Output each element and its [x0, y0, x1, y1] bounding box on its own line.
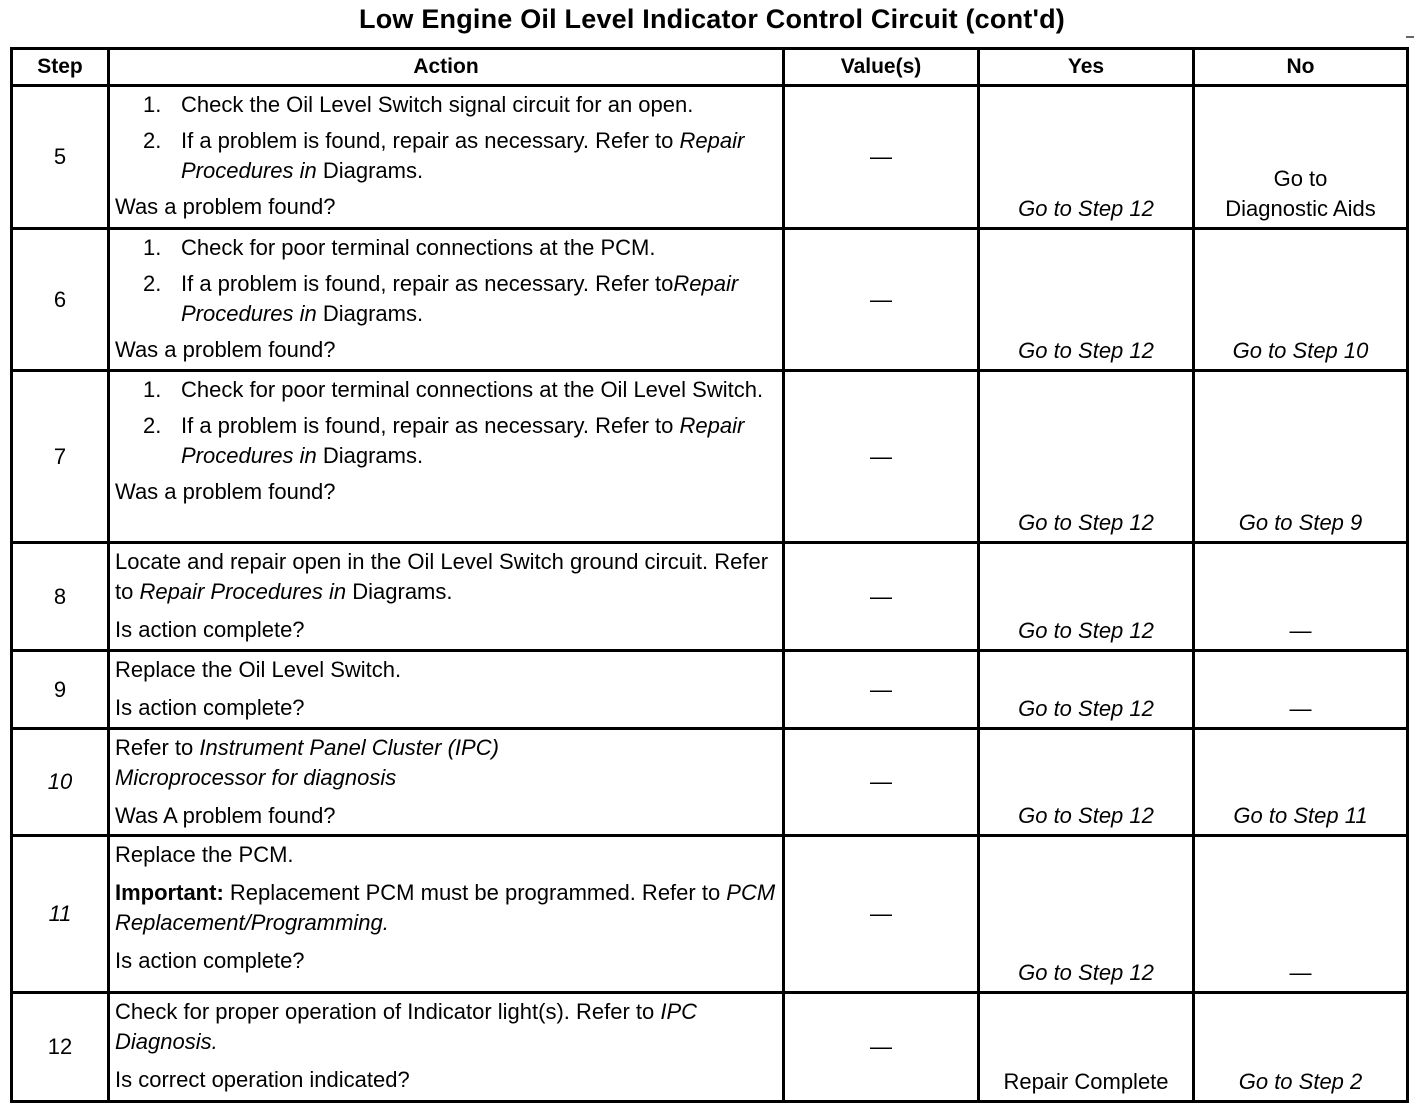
page-title: Low Engine Oil Level Indicator Control Circuit (cont'd) [359, 4, 1065, 34]
table-row [12, 729, 1408, 836]
value-cell: — [784, 729, 979, 836]
no-cell: — [1194, 543, 1408, 651]
list-item: 2. If a problem is found, repair as necessary. Refer to Repair Procedures in Diagrams. [143, 413, 745, 468]
action-question: Was a problem found? [115, 194, 336, 219]
action-question: Is action complete? [115, 695, 305, 720]
list-item: 1. Check for poor terminal connections at the Oil Level Switch. [143, 377, 764, 402]
yes-cell: Go to Step 12 [979, 86, 1194, 229]
list-item: 1. Check the Oil Level Switch signal circuit for an open. [143, 92, 694, 117]
no-cell: Go to Step 10 [1194, 229, 1408, 371]
table-row [12, 993, 1408, 1102]
step-cell [12, 651, 109, 729]
step-cell [12, 371, 109, 543]
value-cell: — [784, 836, 979, 993]
table-row [12, 86, 1408, 229]
step-number: 7 [53, 443, 67, 469]
action-question: Was a problem found? [115, 479, 336, 504]
no-cell: Go to Step 9 [1194, 371, 1408, 543]
scan-mark [1406, 36, 1414, 38]
step-number: 10 [47, 769, 73, 794]
action-question: Is action complete? [115, 617, 305, 642]
action-question: Is action complete? [115, 948, 305, 973]
list-item: 2. If a problem is found, repair as necessary. Refer toRepair Procedures in Diagrams. [143, 271, 739, 326]
action-text: Replace the PCM. [115, 842, 294, 867]
yes-cell: Go to Step 12 [979, 729, 1194, 836]
yes-cell: Go to Step 12 [979, 371, 1194, 543]
action-cell [109, 543, 784, 651]
step-number: 5 [53, 144, 67, 169]
step-cell [12, 729, 109, 836]
header-step: Step [12, 49, 109, 86]
step-cell [12, 229, 109, 371]
action-cell [109, 371, 784, 543]
header-values: Value(s) [784, 49, 979, 86]
no-cell: Go to Step 11 [1194, 729, 1408, 836]
yes-cell: Go to Step 12 [979, 543, 1194, 651]
action-cell [109, 229, 784, 371]
action-question: Was a problem found? [115, 337, 336, 362]
action-text: Replace the Oil Level Switch. [115, 657, 402, 682]
table-row [12, 229, 1408, 371]
table-row [12, 836, 1408, 993]
header-action: Action [109, 49, 784, 86]
step-number: 12 [47, 1034, 73, 1059]
header-no: No [1194, 49, 1408, 86]
value-cell: — [784, 229, 979, 371]
diagnostic-table [10, 47, 1409, 1103]
step-cell [12, 993, 109, 1102]
header-yes: Yes [979, 49, 1194, 86]
list-item: 1. Check for poor terminal connections at the PCM. [143, 235, 656, 260]
action-text: Check for proper operation of Indicator light(s). Refer to IPC Diagnosis. [115, 999, 698, 1054]
value-cell: — [784, 651, 979, 729]
yes-cell: Go to Step 12 [979, 836, 1194, 993]
important-note: Important: Replacement PCM must be programmed. Refer to PCM Replacement/Programming. [115, 880, 776, 935]
action-question: Was A problem found? [115, 803, 336, 828]
action-text: Locate and repair open in the Oil Level Switch ground circuit. Refer to Repair Procedures in Diagrams. [115, 549, 769, 604]
action-cell [109, 651, 784, 729]
no-cell: Go to Step 2 [1194, 993, 1408, 1102]
action-list [115, 90, 776, 186]
step-number: 8 [53, 583, 67, 609]
table-row [12, 651, 1408, 729]
table-row [12, 543, 1408, 651]
table-row [12, 371, 1408, 543]
step-number: 11 [48, 901, 72, 926]
action-text: Refer to Instrument Panel Cluster (IPC) Microprocessor for diagnosis [115, 735, 499, 790]
action-cell [109, 86, 784, 229]
list-item: 2. If a problem is found, repair as necessary. Refer to Repair Procedures in Diagrams. [143, 128, 745, 183]
action-list [115, 375, 776, 471]
no-cell: Go to Diagnostic Aids [1194, 86, 1408, 229]
action-cell [109, 836, 784, 993]
step-number: 6 [53, 286, 67, 312]
no-cell: — [1194, 836, 1408, 993]
action-list [115, 233, 776, 329]
step-number: 9 [53, 676, 67, 702]
step-cell [12, 836, 109, 993]
no-cell: — [1194, 651, 1408, 729]
yes-cell: Repair Complete [979, 993, 1194, 1102]
action-cell [109, 993, 784, 1102]
yes-cell: Go to Step 12 [979, 229, 1194, 371]
step-cell [12, 86, 109, 229]
value-cell: — [784, 371, 979, 543]
value-cell: — [784, 86, 979, 229]
yes-cell: Go to Step 12 [979, 651, 1194, 729]
action-cell [109, 729, 784, 836]
header-row [12, 49, 1408, 86]
step-cell [12, 543, 109, 651]
value-cell: — [784, 543, 979, 651]
value-cell: — [784, 993, 979, 1102]
action-question: Is correct operation indicated? [115, 1067, 410, 1092]
